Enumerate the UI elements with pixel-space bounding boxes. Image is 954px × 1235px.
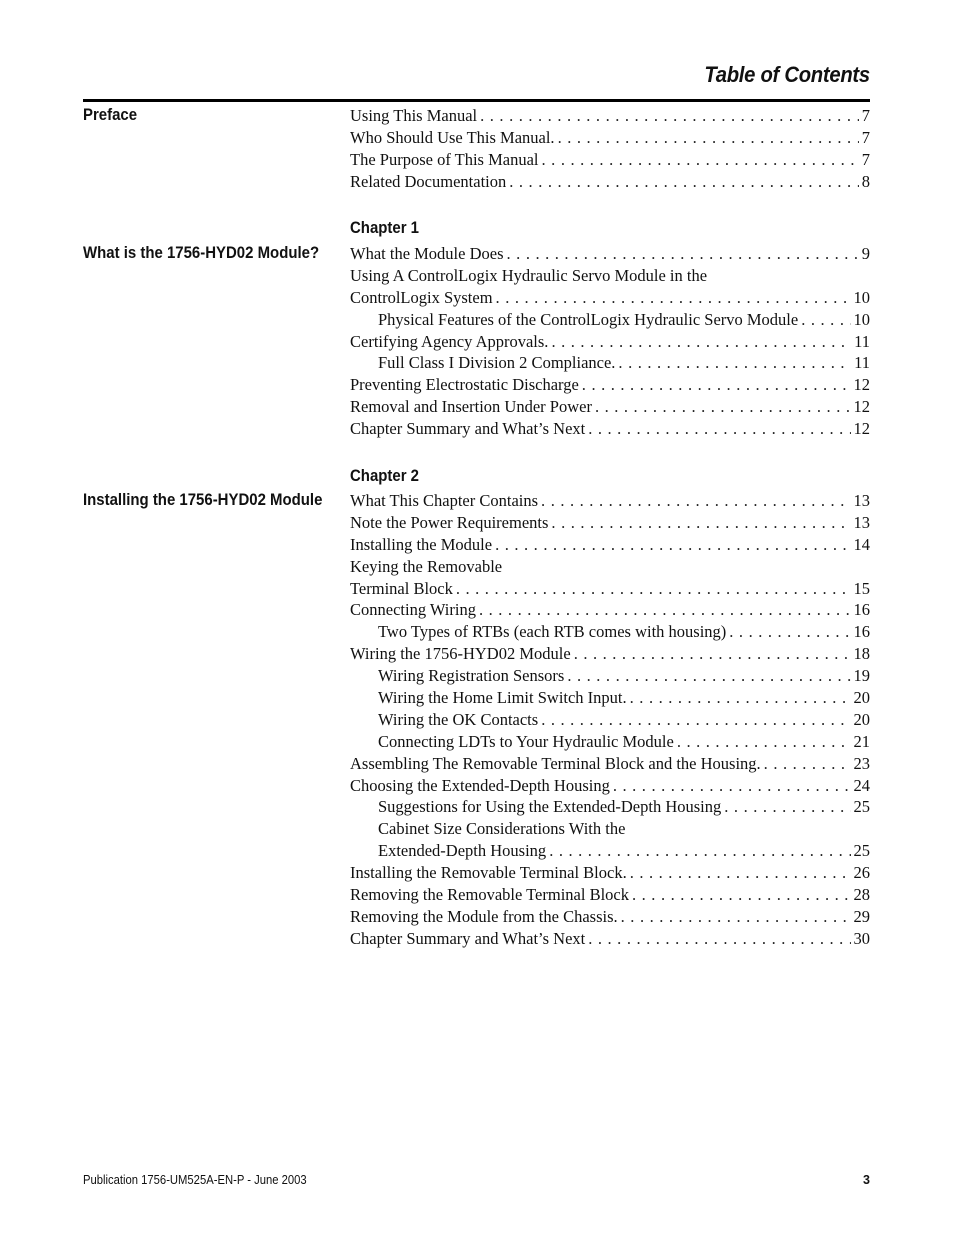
toc-entry[interactable] [350, 243, 870, 265]
toc-entry[interactable] [350, 928, 870, 950]
toc-entry-page: 10 [853, 309, 870, 329]
toc-entry[interactable] [350, 556, 870, 578]
toc-entry[interactable] [350, 906, 870, 928]
toc-entry-title: Physical Features of the ControlLogix Hydraulic Servo Module [378, 309, 799, 329]
toc-entry-page: 9 [861, 244, 870, 263]
dot-leader [507, 243, 859, 265]
toc-entry-page: 12 [853, 419, 870, 439]
dot-leader [764, 753, 851, 775]
toc-entry-title: Cabinet Size Considerations With the [378, 819, 626, 839]
dot-leader [480, 105, 859, 127]
toc-entry-page: 12 [853, 397, 870, 417]
toc-entry-title: Using This Manual [350, 106, 478, 125]
toc-entry-page: 10 [853, 287, 870, 307]
toc-entry-title: Extended-Depth Housing [378, 841, 547, 861]
toc-entry-title: Choosing the Extended-Depth Housing [350, 775, 610, 795]
toc-entry[interactable] [350, 171, 870, 193]
toc-entry-title: Assembling The Removable Terminal Block and the Housing. [350, 753, 761, 773]
dot-leader [588, 928, 850, 950]
toc-entry[interactable] [350, 512, 870, 534]
toc-entry-page: 26 [853, 863, 870, 883]
dot-leader [677, 731, 851, 753]
toc-entry-title: Using A ControlLogix Hydraulic Servo Module in the [350, 265, 708, 285]
toc-entry[interactable] [350, 490, 870, 512]
toc-entry[interactable] [350, 352, 870, 374]
toc-entry-title: The Purpose of This Manual [350, 149, 539, 169]
dot-leader [551, 512, 850, 534]
toc-entry[interactable] [350, 599, 870, 621]
toc-entry-title: Terminal Block [350, 578, 453, 598]
toc-entry-title: Certifying Agency Approvals. [350, 331, 549, 351]
page-title: Table of Contents [704, 62, 870, 87]
toc-entry[interactable] [350, 309, 870, 331]
dot-leader [496, 287, 851, 309]
toc-entry-title: Removing the Module from the Chassis. [350, 906, 618, 926]
dot-leader [567, 665, 850, 687]
toc-entry[interactable] [350, 709, 870, 731]
toc-entry-page: 21 [853, 731, 870, 751]
toc-entry-page: 16 [853, 622, 870, 642]
dot-leader [509, 171, 859, 193]
toc-entry[interactable] [350, 818, 870, 840]
section-heading: What is the 1756-HYD02 Module? [83, 243, 320, 262]
section-heading: Installing the 1756-HYD02 Module [83, 490, 323, 509]
toc-entry-page: 24 [853, 775, 870, 795]
toc-entry-title: Connecting LDTs to Your Hydraulic Module [378, 731, 674, 751]
chapter-label: Chapter 2 [350, 466, 420, 485]
toc-entry-page: 25 [853, 797, 870, 817]
toc-entry[interactable] [350, 418, 870, 440]
toc-entry-title: Full Class I Division 2 Compliance. [378, 353, 616, 373]
toc-entry-title: ControlLogix System [350, 287, 493, 307]
toc-entry-page: 18 [853, 644, 870, 664]
toc-entry[interactable] [350, 534, 870, 556]
toc-entry-page: 20 [853, 709, 870, 729]
dot-leader [618, 352, 851, 374]
toc-entry[interactable] [350, 775, 870, 797]
toc-entry-page: 8 [861, 171, 870, 191]
toc-entry[interactable] [350, 643, 870, 665]
toc-entry-page: 23 [853, 753, 870, 773]
toc-entry-title: Who Should Use This Manual. [350, 127, 555, 147]
toc-entries [350, 243, 870, 440]
toc-entries [350, 105, 870, 193]
toc-entry[interactable] [350, 665, 870, 687]
footer-publication: Publication 1756-UM525A-EN-P - June 2003 [83, 1173, 307, 1187]
toc-entry-page: 30 [853, 928, 870, 948]
toc-entry[interactable] [350, 396, 870, 418]
dot-leader [574, 643, 851, 665]
footer-page-number: 3 [863, 1173, 870, 1187]
toc-entry[interactable] [350, 578, 870, 600]
toc-entry[interactable] [350, 265, 870, 287]
toc-entry-page: 28 [853, 885, 870, 905]
toc-entry-page: 29 [853, 906, 870, 926]
toc-entry-page: 20 [853, 688, 870, 708]
toc-entry-title: Preventing Electrostatic Discharge [350, 375, 579, 395]
dot-leader [630, 862, 851, 884]
toc-entry-title: Related Documentation [350, 171, 507, 191]
toc-entry-title: Installing the Removable Terminal Block. [350, 863, 627, 883]
toc-entry-page: 7 [861, 149, 870, 169]
toc-entry-page: 7 [861, 106, 870, 125]
dot-leader [621, 906, 851, 928]
dot-leader [801, 309, 850, 331]
dot-leader [541, 490, 850, 512]
toc-entry-page: 19 [853, 666, 870, 686]
toc-entry[interactable] [350, 105, 870, 127]
dot-leader [542, 149, 859, 171]
dot-leader [582, 374, 851, 396]
toc-entry[interactable] [350, 862, 870, 884]
toc-entry-page: 25 [853, 841, 870, 861]
dot-leader [551, 331, 851, 353]
dot-leader [724, 796, 850, 818]
toc-entry-page: 15 [853, 578, 870, 598]
toc-entry-title: Keying the Removable [350, 556, 503, 576]
toc-entry[interactable] [350, 621, 870, 643]
toc-entry-title: Chapter Summary and What’s Next [350, 928, 586, 948]
toc-entry[interactable] [350, 884, 870, 906]
toc-entries [350, 490, 870, 950]
chapter-label: Chapter 1 [350, 218, 420, 237]
toc-entry-page: 11 [854, 331, 870, 351]
toc-entry[interactable] [350, 687, 870, 709]
dot-leader [479, 599, 851, 621]
title-rule [83, 99, 870, 102]
dot-leader [595, 396, 851, 418]
toc-entry-page: 16 [853, 600, 870, 620]
toc-entry[interactable] [350, 331, 870, 353]
dot-leader [456, 578, 851, 600]
toc-entry[interactable] [350, 840, 870, 862]
toc-entry-title: Two Types of RTBs (each RTB comes with housing) [378, 622, 727, 642]
dot-leader [558, 127, 859, 149]
toc-entry-page: 13 [853, 512, 870, 532]
toc-entry-title: Removal and Insertion Under Power [350, 397, 592, 417]
dot-leader [541, 709, 850, 731]
toc-entry[interactable] [350, 149, 870, 171]
dot-leader [588, 418, 850, 440]
dot-leader [549, 840, 850, 862]
toc-entry[interactable] [350, 374, 870, 396]
toc-entry-title: Wiring Registration Sensors [378, 666, 565, 686]
toc-entry-title: What This Chapter Contains [350, 491, 539, 510]
toc-entry-page: 11 [854, 353, 870, 373]
toc-entry-page: 14 [853, 534, 870, 554]
toc-entry-title: Removing the Removable Terminal Block [350, 885, 629, 905]
toc-entry-title: Wiring the Home Limit Switch Input. [378, 688, 627, 708]
toc-entry-title: Chapter Summary and What’s Next [350, 419, 586, 439]
toc-entry-page: 13 [853, 491, 870, 510]
dot-leader [495, 534, 850, 556]
toc-entry-title: What the Module Does [350, 244, 504, 263]
section-heading: Preface [83, 105, 138, 124]
toc-entry-title: Suggestions for Using the Extended-Depth Housing [378, 797, 722, 817]
toc-entry-page: 12 [853, 375, 870, 395]
toc-entry-title: Wiring the OK Contacts [378, 709, 539, 729]
toc-entry-title: Connecting Wiring [350, 600, 476, 620]
toc-entry[interactable] [350, 731, 870, 753]
toc-entry-title: Wiring the 1756-HYD02 Module [350, 644, 571, 664]
toc-entry[interactable] [350, 127, 870, 149]
toc-entry[interactable] [350, 287, 870, 309]
toc-entry-title: Note the Power Requirements [350, 512, 549, 532]
toc-entry[interactable] [350, 796, 870, 818]
dot-leader [632, 884, 851, 906]
toc-entry-page: 7 [861, 127, 870, 147]
toc-entry[interactable] [350, 753, 870, 775]
dot-leader [729, 621, 850, 643]
dot-leader [613, 775, 851, 797]
toc-entry-title: Installing the Module [350, 534, 493, 554]
dot-leader [630, 687, 851, 709]
